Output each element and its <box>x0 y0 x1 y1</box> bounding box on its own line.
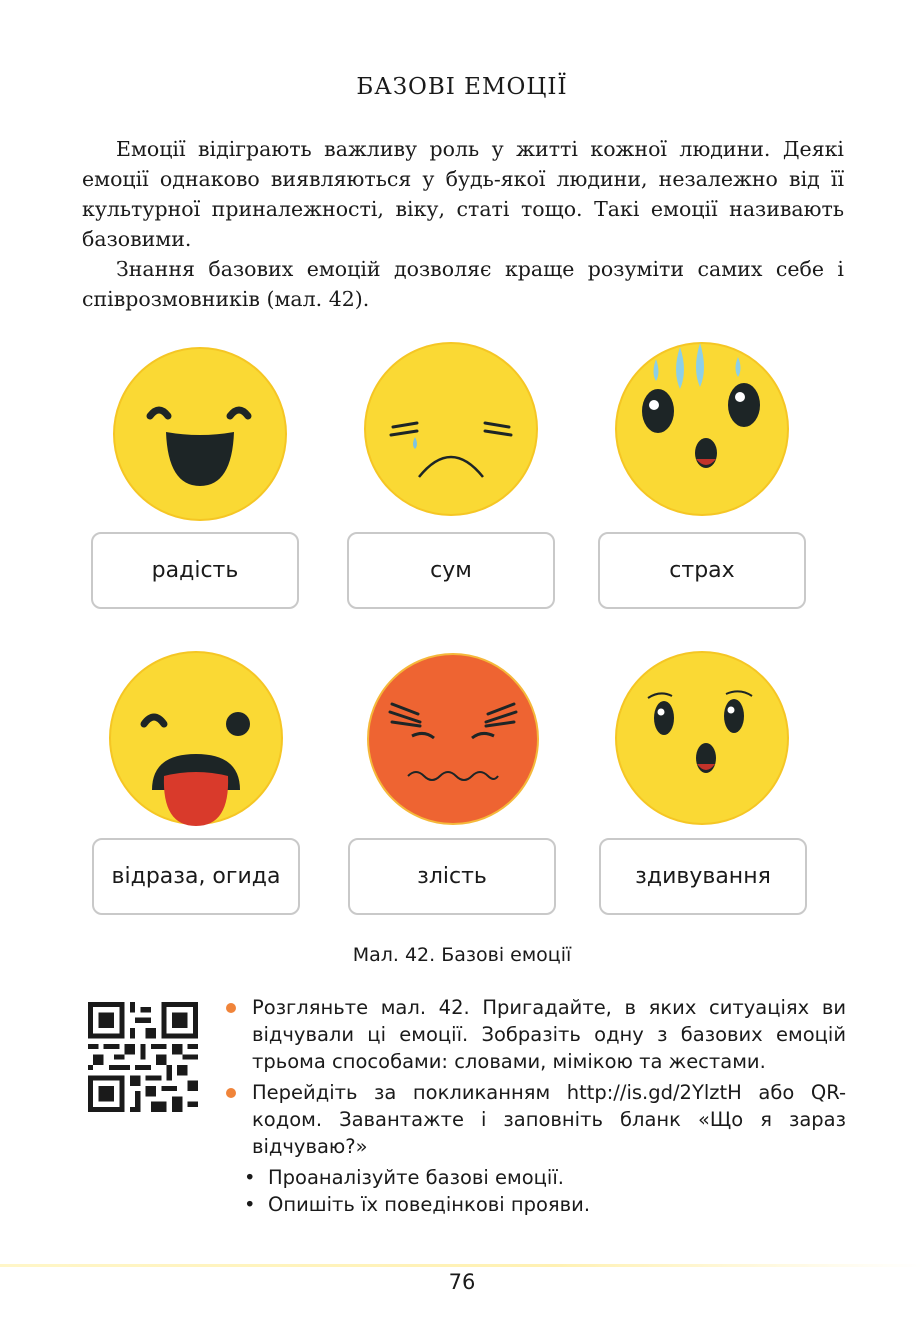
figure-caption: Мал. 42. Базові емоції <box>352 944 572 966</box>
bullet-marker: • <box>244 1166 256 1189</box>
task-list <box>224 994 846 1218</box>
page-number: 76 <box>448 1270 476 1294</box>
emotion-label-anger: злість <box>348 838 556 915</box>
bullet-marker: • <box>244 1193 256 1216</box>
task-item-2 <box>224 1079 846 1160</box>
subtask-item-2 <box>224 1191 846 1218</box>
task-text: Розгляньте мал. 42. Пригадайте, в яких ситуаціях ви відчували ці емоції. Зобразіть одну з базових емоцій трьома способами: словами, мімікою та жестами. <box>252 996 846 1073</box>
surprise-face-icon <box>614 650 790 826</box>
emotion-label-surprise: здивування <box>599 838 807 915</box>
orange-bullet-icon <box>226 1088 236 1098</box>
joy-face-icon <box>112 346 288 522</box>
subtask-text: Проаналізуйте базові емоції. <box>268 1166 564 1189</box>
emotion-label-joy: радість <box>91 532 299 609</box>
intro-paragraph-2: Знання базових емоцій дозволяє краще розуміти самих себе і співрозмовників (мал. 42). <box>82 257 844 311</box>
fear-face-icon <box>614 341 790 517</box>
task-text: Перейдіть за покликанням http://is.gd/2YlztH або QR-кодом. Завантажте і заповніть бланк «Що я зараз відчуваю?» <box>252 1081 846 1158</box>
sad-face-icon <box>363 341 539 517</box>
page-title: БАЗОВІ ЕМОЦІЇ <box>356 74 568 100</box>
subtask-text: Опишіть їх поведінкові прояви. <box>268 1193 591 1216</box>
qr-code-icon[interactable] <box>88 1002 198 1112</box>
footer-divider <box>0 1264 924 1267</box>
emotion-label-disgust: відраза, огида <box>92 838 300 915</box>
subtask-item-1 <box>224 1164 846 1191</box>
disgust-face-icon <box>108 650 284 830</box>
task-item-1 <box>224 994 846 1075</box>
intro-paragraph-1: Емоції відіграють важливу роль у житті кожної людини. Деякі емоції однаково виявляються у будь-якої людини, незалежно від її культурної приналежності, віку, статі тощо. Такі емоції називають базовими. <box>82 137 844 251</box>
emotion-label-sadness: сум <box>347 532 555 609</box>
anger-face-icon <box>366 652 540 826</box>
emotion-label-fear: страх <box>598 532 806 609</box>
orange-bullet-icon <box>226 1003 236 1013</box>
